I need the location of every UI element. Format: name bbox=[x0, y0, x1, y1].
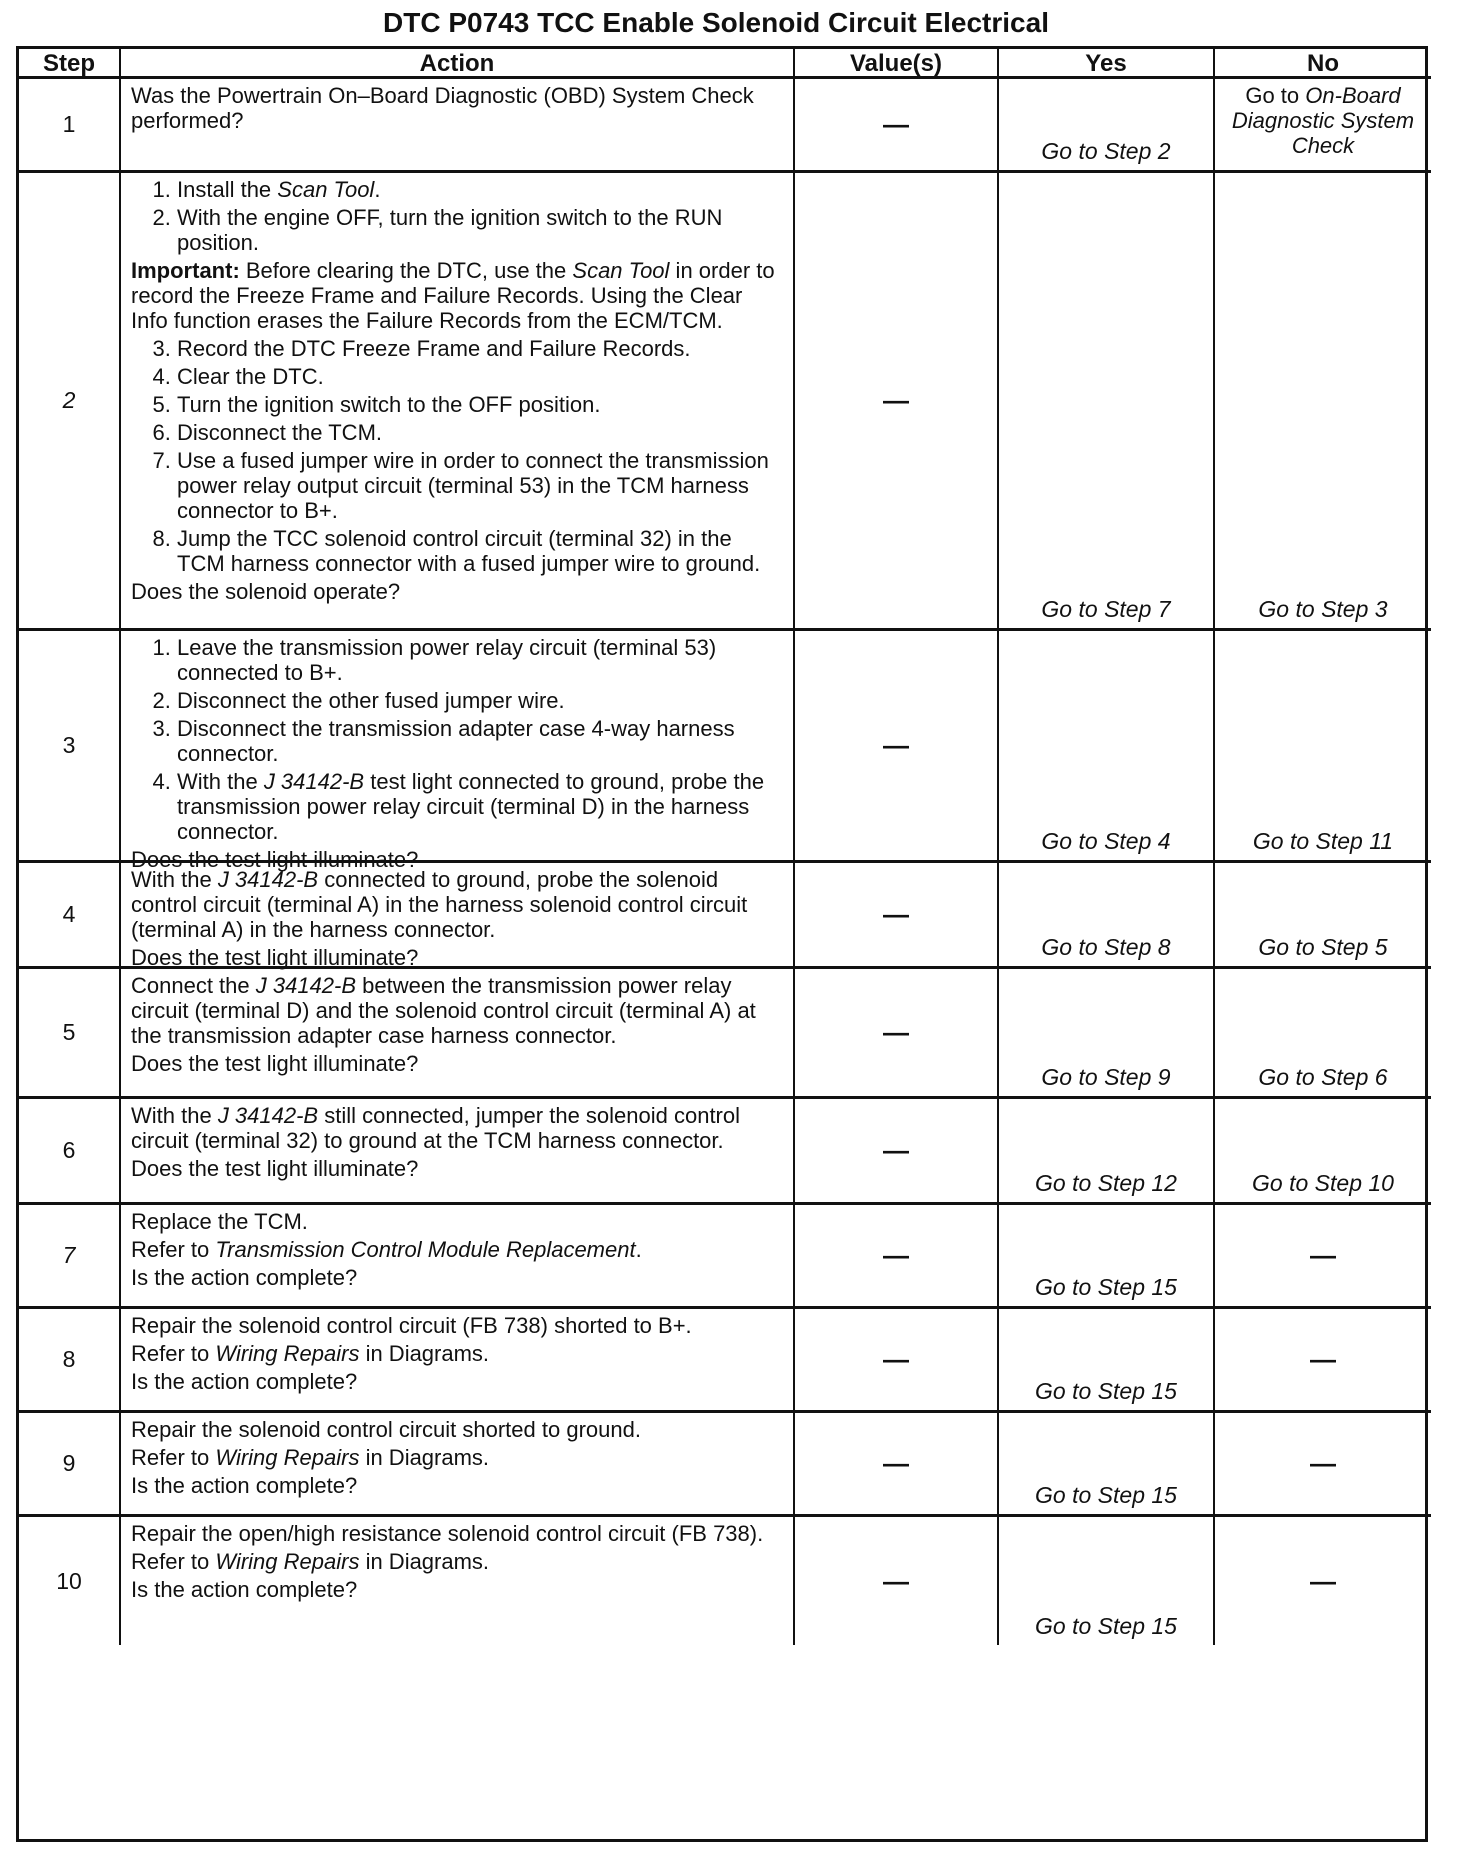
tool-name: J 34142-B bbox=[217, 1103, 319, 1128]
value-dash: — bbox=[795, 969, 999, 1099]
no-dash: — bbox=[1215, 1205, 1431, 1309]
reference-text: Refer to bbox=[131, 1445, 216, 1470]
action-item: 7. Use a fused jumper wire in order to connect the transmission power relay output circuit (terminal 53) in the TCM harness connector to B+. bbox=[177, 448, 783, 523]
reference-text: Refer to bbox=[131, 1237, 216, 1262]
reference-text: Refer to bbox=[131, 1341, 216, 1366]
action-text: Repair the solenoid control circuit (FB 738) shorted to B+. bbox=[131, 1313, 692, 1338]
diagnostic-table bbox=[16, 46, 1428, 1842]
action-text-part: still connected, jumper the solenoid control circuit (terminal 32) to ground at the TCM harness connector. bbox=[131, 1103, 741, 1153]
reference-link: Wiring Repairs bbox=[215, 1341, 360, 1366]
step-number: 10 bbox=[19, 1517, 121, 1645]
action-item: 1. Install the Scan Tool. bbox=[177, 177, 783, 202]
yes-goto: Go to Step 2 bbox=[999, 79, 1215, 173]
reference-text: Refer to bbox=[131, 1549, 216, 1574]
action-item-em: Scan Tool bbox=[277, 177, 375, 202]
action-item: 1. Leave the transmission power relay circuit (terminal 53) connected to B+. bbox=[177, 635, 783, 685]
value-dash: — bbox=[795, 1517, 999, 1645]
no-goto: Go to Step 3 bbox=[1215, 173, 1431, 631]
action-text-part: With the bbox=[131, 1103, 218, 1128]
no-dash: — bbox=[1215, 1309, 1431, 1413]
action-question: Does the test light illuminate? bbox=[131, 847, 419, 872]
yes-goto: Go to Step 7 bbox=[999, 173, 1215, 631]
yes-goto: Go to Step 9 bbox=[999, 969, 1215, 1099]
action-item: 6. Disconnect the TCM. bbox=[177, 420, 783, 445]
important-em: Scan Tool bbox=[572, 258, 670, 283]
action-question: Is the action complete? bbox=[131, 1265, 358, 1290]
value-dash: — bbox=[795, 79, 999, 173]
action-cell bbox=[121, 969, 795, 1099]
reference-text: in Diagrams. bbox=[359, 1549, 490, 1574]
value-dash: — bbox=[795, 631, 999, 863]
action-question: Does the test light illuminate? bbox=[131, 945, 419, 970]
header-values: Value(s) bbox=[795, 49, 999, 79]
action-question: Is the action complete? bbox=[131, 1577, 358, 1602]
reference-link: Wiring Repairs bbox=[215, 1549, 360, 1574]
no-dash: — bbox=[1310, 1565, 1336, 1596]
action-item: 4. Clear the DTC. bbox=[177, 364, 783, 389]
action-cell bbox=[121, 1517, 795, 1645]
step-number: 3 bbox=[19, 631, 121, 863]
action-reference bbox=[131, 1237, 783, 1262]
header-no: No bbox=[1215, 49, 1431, 79]
action-item-text: Install the bbox=[177, 177, 278, 202]
action-question: Does the test light illuminate? bbox=[131, 1051, 419, 1076]
action-item-text: With the bbox=[177, 769, 264, 794]
action-item: 3. Disconnect the transmission adapter case 4-way harness connector. bbox=[177, 716, 783, 766]
important-text: Before clearing the DTC, use the bbox=[239, 258, 573, 283]
value-dash: — bbox=[795, 1099, 999, 1205]
no-goto: Go to Step 11 bbox=[1215, 631, 1431, 863]
action-item: 2. Disconnect the other fused jumper wire. bbox=[177, 688, 783, 713]
important-label: Important: bbox=[131, 258, 240, 283]
action-item: 2. With the engine OFF, turn the ignition switch to the RUN position. bbox=[177, 205, 783, 255]
action-cell bbox=[121, 173, 795, 631]
action-text: Repair the solenoid control circuit shorted to ground. bbox=[131, 1417, 641, 1442]
yes-goto: Go to Step 15 bbox=[999, 1517, 1215, 1645]
action-item bbox=[177, 769, 783, 844]
action-item: 3. Record the DTC Freeze Frame and Failure Records. bbox=[177, 336, 783, 361]
value-dash: — bbox=[795, 173, 999, 631]
step-number: 6 bbox=[19, 1099, 121, 1205]
tool-name: J 34142-B bbox=[217, 867, 319, 892]
reference-text: in Diagrams. bbox=[359, 1341, 490, 1366]
yes-goto: Go to Step 4 bbox=[999, 631, 1215, 863]
page-title: DTC P0743 TCC Enable Solenoid Circuit Electrical bbox=[383, 7, 1049, 38]
value-dash: — bbox=[795, 1309, 999, 1413]
no-goto-prefix: Go to bbox=[1245, 83, 1306, 108]
step-number: 9 bbox=[19, 1413, 121, 1517]
action-text bbox=[131, 867, 783, 942]
reference-text: in Diagrams. bbox=[359, 1445, 490, 1470]
action-question: Does the solenoid operate? bbox=[131, 579, 401, 604]
no-goto: Go to Step 5 bbox=[1215, 863, 1431, 969]
action-text-part: connected to ground, probe the solenoid control circuit (terminal A) in the harness solenoid control circuit (terminal A) in the harness connector. bbox=[131, 867, 748, 942]
step-number: 4 bbox=[19, 863, 121, 969]
no-goto bbox=[1215, 79, 1431, 173]
no-goto: Go to Step 6 bbox=[1215, 969, 1431, 1099]
action-question: Is the action complete? bbox=[131, 1369, 358, 1394]
yes-goto: Go to Step 15 bbox=[999, 1309, 1215, 1413]
action-cell bbox=[121, 1413, 795, 1517]
no-goto-link: On-Board Diagnostic System Check bbox=[1231, 83, 1415, 158]
yes-goto: Go to Step 12 bbox=[999, 1099, 1215, 1205]
action-item: 5. Turn the ignition switch to the OFF position. bbox=[177, 392, 783, 417]
action-reference bbox=[131, 1341, 783, 1366]
no-goto: Go to Step 10 bbox=[1215, 1099, 1431, 1205]
step-number: 5 bbox=[19, 969, 121, 1099]
action-text-part: Connect the bbox=[131, 973, 256, 998]
action-question: Is the action complete? bbox=[131, 1473, 358, 1498]
action-question: Does the test light illuminate? bbox=[131, 1156, 419, 1181]
reference-link: Transmission Control Module Replacement bbox=[215, 1237, 636, 1262]
no-dash: — bbox=[1215, 1413, 1431, 1517]
value-dash: — bbox=[795, 1413, 999, 1517]
reference-text: . bbox=[635, 1237, 642, 1262]
value-dash: — bbox=[795, 863, 999, 969]
important-text: in order to record the Freeze Frame and Failure Records. Using the Clear Info function erases the Failure Records from the ECM/TCM. bbox=[131, 258, 775, 333]
action-cell bbox=[121, 1309, 795, 1413]
action-cell bbox=[121, 1205, 795, 1309]
action-cell bbox=[121, 79, 795, 173]
action-cell bbox=[121, 631, 795, 872]
tool-name: J 34142-B bbox=[263, 769, 365, 794]
yes-goto: Go to Step 15 bbox=[999, 1413, 1215, 1517]
action-item: 8. Jump the TCC solenoid control circuit (terminal 32) in the TCM harness connector with a fused jumper wire to ground. bbox=[177, 526, 783, 576]
tool-name: J 34142-B bbox=[255, 973, 357, 998]
action-cell bbox=[121, 1099, 795, 1205]
action-text bbox=[131, 1103, 783, 1153]
action-cell bbox=[121, 863, 795, 969]
step-number: 8 bbox=[19, 1309, 121, 1413]
step-number: 7 bbox=[19, 1205, 121, 1309]
action-reference bbox=[131, 1445, 783, 1470]
step-number: 1 bbox=[19, 79, 121, 173]
action-text: Was the Powertrain On–Board Diagnostic (OBD) System Check performed? bbox=[131, 83, 754, 133]
header-yes: Yes bbox=[999, 49, 1215, 79]
action-reference bbox=[131, 1549, 783, 1574]
action-item-text: test light connected to ground, probe the transmission power relay circuit (terminal D) in the harness connector. bbox=[177, 769, 765, 844]
action-text: Repair the open/high resistance solenoid control circuit (FB 738). bbox=[131, 1521, 764, 1546]
yes-goto: Go to Step 8 bbox=[999, 863, 1215, 969]
action-text bbox=[131, 973, 783, 1048]
step-number: 2 bbox=[19, 173, 121, 631]
action-text-part: With the bbox=[131, 867, 218, 892]
yes-goto: Go to Step 15 bbox=[999, 1205, 1215, 1309]
action-text-part: between the transmission power relay circuit (terminal D) and the solenoid control circuit (terminal A) at the transmission adapter case harness connector. bbox=[131, 973, 756, 1048]
action-text: Replace the TCM. bbox=[131, 1209, 308, 1234]
header-step: Step bbox=[19, 49, 121, 79]
reference-link: Wiring Repairs bbox=[215, 1445, 360, 1470]
header-action: Action bbox=[121, 49, 795, 79]
value-dash: — bbox=[795, 1205, 999, 1309]
important-note bbox=[131, 258, 783, 333]
